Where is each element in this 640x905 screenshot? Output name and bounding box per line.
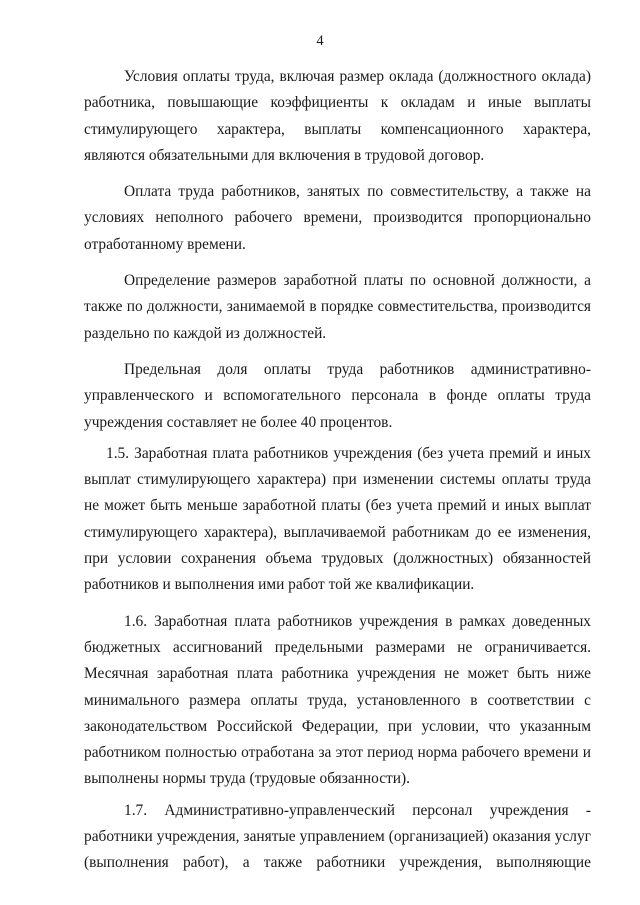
- page-number: 4: [316, 33, 324, 49]
- paragraph-section-1-7: 1.7. Административно-управленческий персонал учреждения - работники учреждения, занятые управлением (организацией) оказания услуг (выполнения работ), а также работники учреждения, выполняющие: [84, 801, 591, 872]
- paragraph-salary-per-position: Определение размеров заработной платы по основной должности, а также по должности, занимаемой в порядке совместительства, производится раздельно по каждой из должностей.: [84, 272, 591, 342]
- paragraph-admin-staff-share: Предельная доля оплаты труда работников административно-управленческого и вспомогательного персонала в фонде оплаты труда учреждения составляет не более 40 процентов.: [84, 360, 591, 431]
- document-body: [84, 64, 591, 877]
- paragraph-section-1-5: 1.5. Заработная плата работников учреждения (без учета премий и иных выплат стимулирующего характера) при изменении системы оплаты труда не может быть меньше заработной платы (без учета премий и иных выплат стимулирующего характера), выплачиваемой работникам до ее изменения, при условии сохранения объема трудовых (должностных) обязанностей работников и выполнения ими работ той же квалификации.: [84, 444, 591, 594]
- paragraph-section-1-6: 1.6. Заработная плата работников учреждения в рамках доведенных бюджетных ассигнований предельными размерами не ограничивается. Месячная заработная плата работника учреждения не может быть ниже минимального размера оплаты труда, установленного в соответствии с законодательством Российской Федерации, при условии, что указанным работником полностью отработана за этот период норма рабочего времени и выполнены нормы труда (трудовые обязанности).: [84, 612, 591, 788]
- paragraph-employment-contract-terms: Условия оплаты труда, включая размер оклада (должностного оклада) работника, повышающие коэффициенты к окладам и иные выплаты стимулирующего характера, выплаты компенсационного характера, являются обязательными для включения в трудовой договор.: [84, 68, 591, 164]
- paragraph-part-time-pay: Оплата труда работников, занятых по совместительству, а также на условиях неполного рабочего времени, производится пропорционально отработанному времени.: [84, 183, 591, 253]
